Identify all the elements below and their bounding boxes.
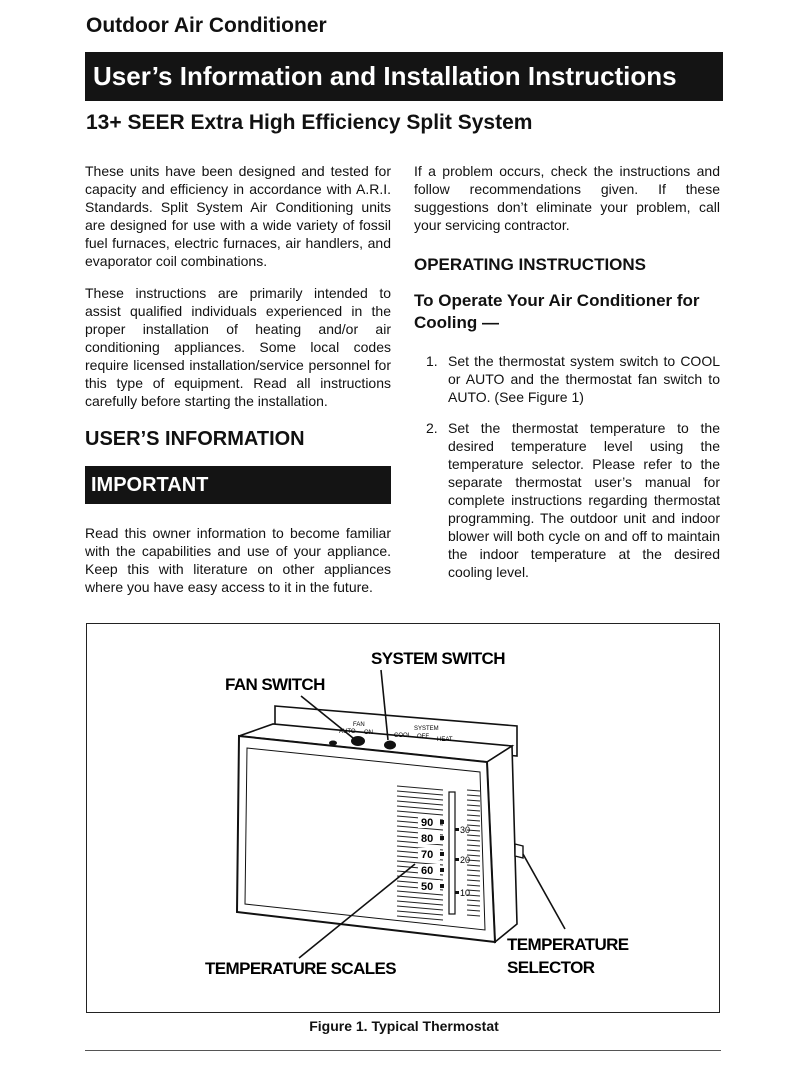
left-column	[85, 162, 391, 610]
temperature-scales-label: TEMPERATURE SCALES	[205, 959, 397, 978]
switch-detail	[329, 741, 337, 746]
fahrenheit-tick-label: 80	[421, 833, 434, 845]
on-marking: ON	[364, 730, 373, 736]
thermostat-front-face	[237, 736, 495, 942]
temperature-selector-label-line1: TEMPERATURE	[507, 935, 629, 954]
system-marking: SYSTEM	[414, 726, 439, 732]
cool-marking: COOL	[394, 733, 412, 739]
fahrenheit-tick-label: 50	[421, 881, 434, 893]
document-subtitle: 13+ SEER Extra High Efficiency Split System	[86, 111, 533, 134]
fahrenheit-tick-label: 90	[421, 817, 434, 829]
celsius-tick-label: 10	[460, 888, 471, 898]
step-number: 1.	[426, 353, 438, 369]
celsius-tick-label: 30	[460, 825, 471, 835]
step-number: 2.	[426, 420, 438, 436]
auto-marking: AUTO	[339, 729, 356, 735]
off-marking: OFF	[417, 734, 429, 740]
figure-caption: Figure 1. Typical Thermostat	[309, 1018, 499, 1034]
temperature-scale-slot	[449, 792, 455, 914]
temperature-selector-tab	[515, 844, 523, 858]
problem-paragraph: If a problem occurs, check the instructions and follow recommendations given. If these suggestions don’t eliminate your problem, call your servicing contractor.	[414, 163, 720, 233]
step-item	[414, 419, 720, 581]
footer-rule	[85, 1050, 721, 1051]
important-paragraph: Read this owner information to become familiar with the capabilities and use of your appliance. Keep this with literature on other appliances where you have easy access to it in the future.	[85, 525, 391, 595]
thermostat-illustration	[87, 624, 720, 1013]
users-information-heading: USER’S INFORMATION	[85, 428, 305, 450]
thermostat-figure	[86, 623, 720, 1013]
fahrenheit-tick-label: 60	[421, 865, 434, 877]
heat-marking: HEAT	[437, 737, 453, 743]
fan-marking: FAN	[353, 722, 365, 728]
step-text: Set the thermostat temperature to the desired temperature level using the temperature selector. Please refer to the separate thermostat user’s manual for complete instructions regarding thermostat programming. The outdoor unit and indoor blower will both cycle on and off to maintain the indoor temperature at the desired cooling level.	[448, 420, 720, 580]
temperature-selector-label-line2: SELECTOR	[507, 958, 595, 977]
intro-paragraph: These units have been designed and tested for capacity and efficiency in accordance with A.R.I. Standards. Split System Air Conditioning units are designed for use with a wide variety of fossil fuel furnaces, electric furnaces, air handlers, and evaporator coil combinations.	[85, 163, 391, 269]
installer-paragraph: These instructions are primarily intended to assist qualified individuals experienced in the proper installation of heating and/or air conditioning appliances. Some local codes require licensed installation/service personnel for this type of equipment. Read all instructions carefully before starting the installation.	[85, 285, 391, 409]
document-title-banner: User’s Information and Installation Instructions	[85, 52, 723, 101]
system-switch-label: SYSTEM SWITCH	[371, 649, 505, 668]
cooling-subheading: To Operate Your Air Conditioner for Cooling —	[414, 291, 700, 332]
right-column	[414, 162, 720, 594]
fahrenheit-tick-label: 70	[421, 849, 434, 861]
document-brand-title: Outdoor Air Conditioner	[86, 14, 327, 37]
celsius-tick-label: 20	[460, 855, 471, 865]
step-text: Set the thermostat system switch to COOL or AUTO and the thermostat fan switch to AUTO. (See Figure 1)	[448, 353, 720, 405]
operating-instructions-heading: OPERATING INSTRUCTIONS	[414, 255, 647, 274]
important-banner: IMPORTANT	[85, 466, 391, 504]
cooling-steps-list	[414, 352, 720, 581]
system-switch-knob	[384, 741, 396, 750]
fan-switch-label: FAN SWITCH	[225, 675, 325, 694]
step-item	[414, 352, 720, 406]
